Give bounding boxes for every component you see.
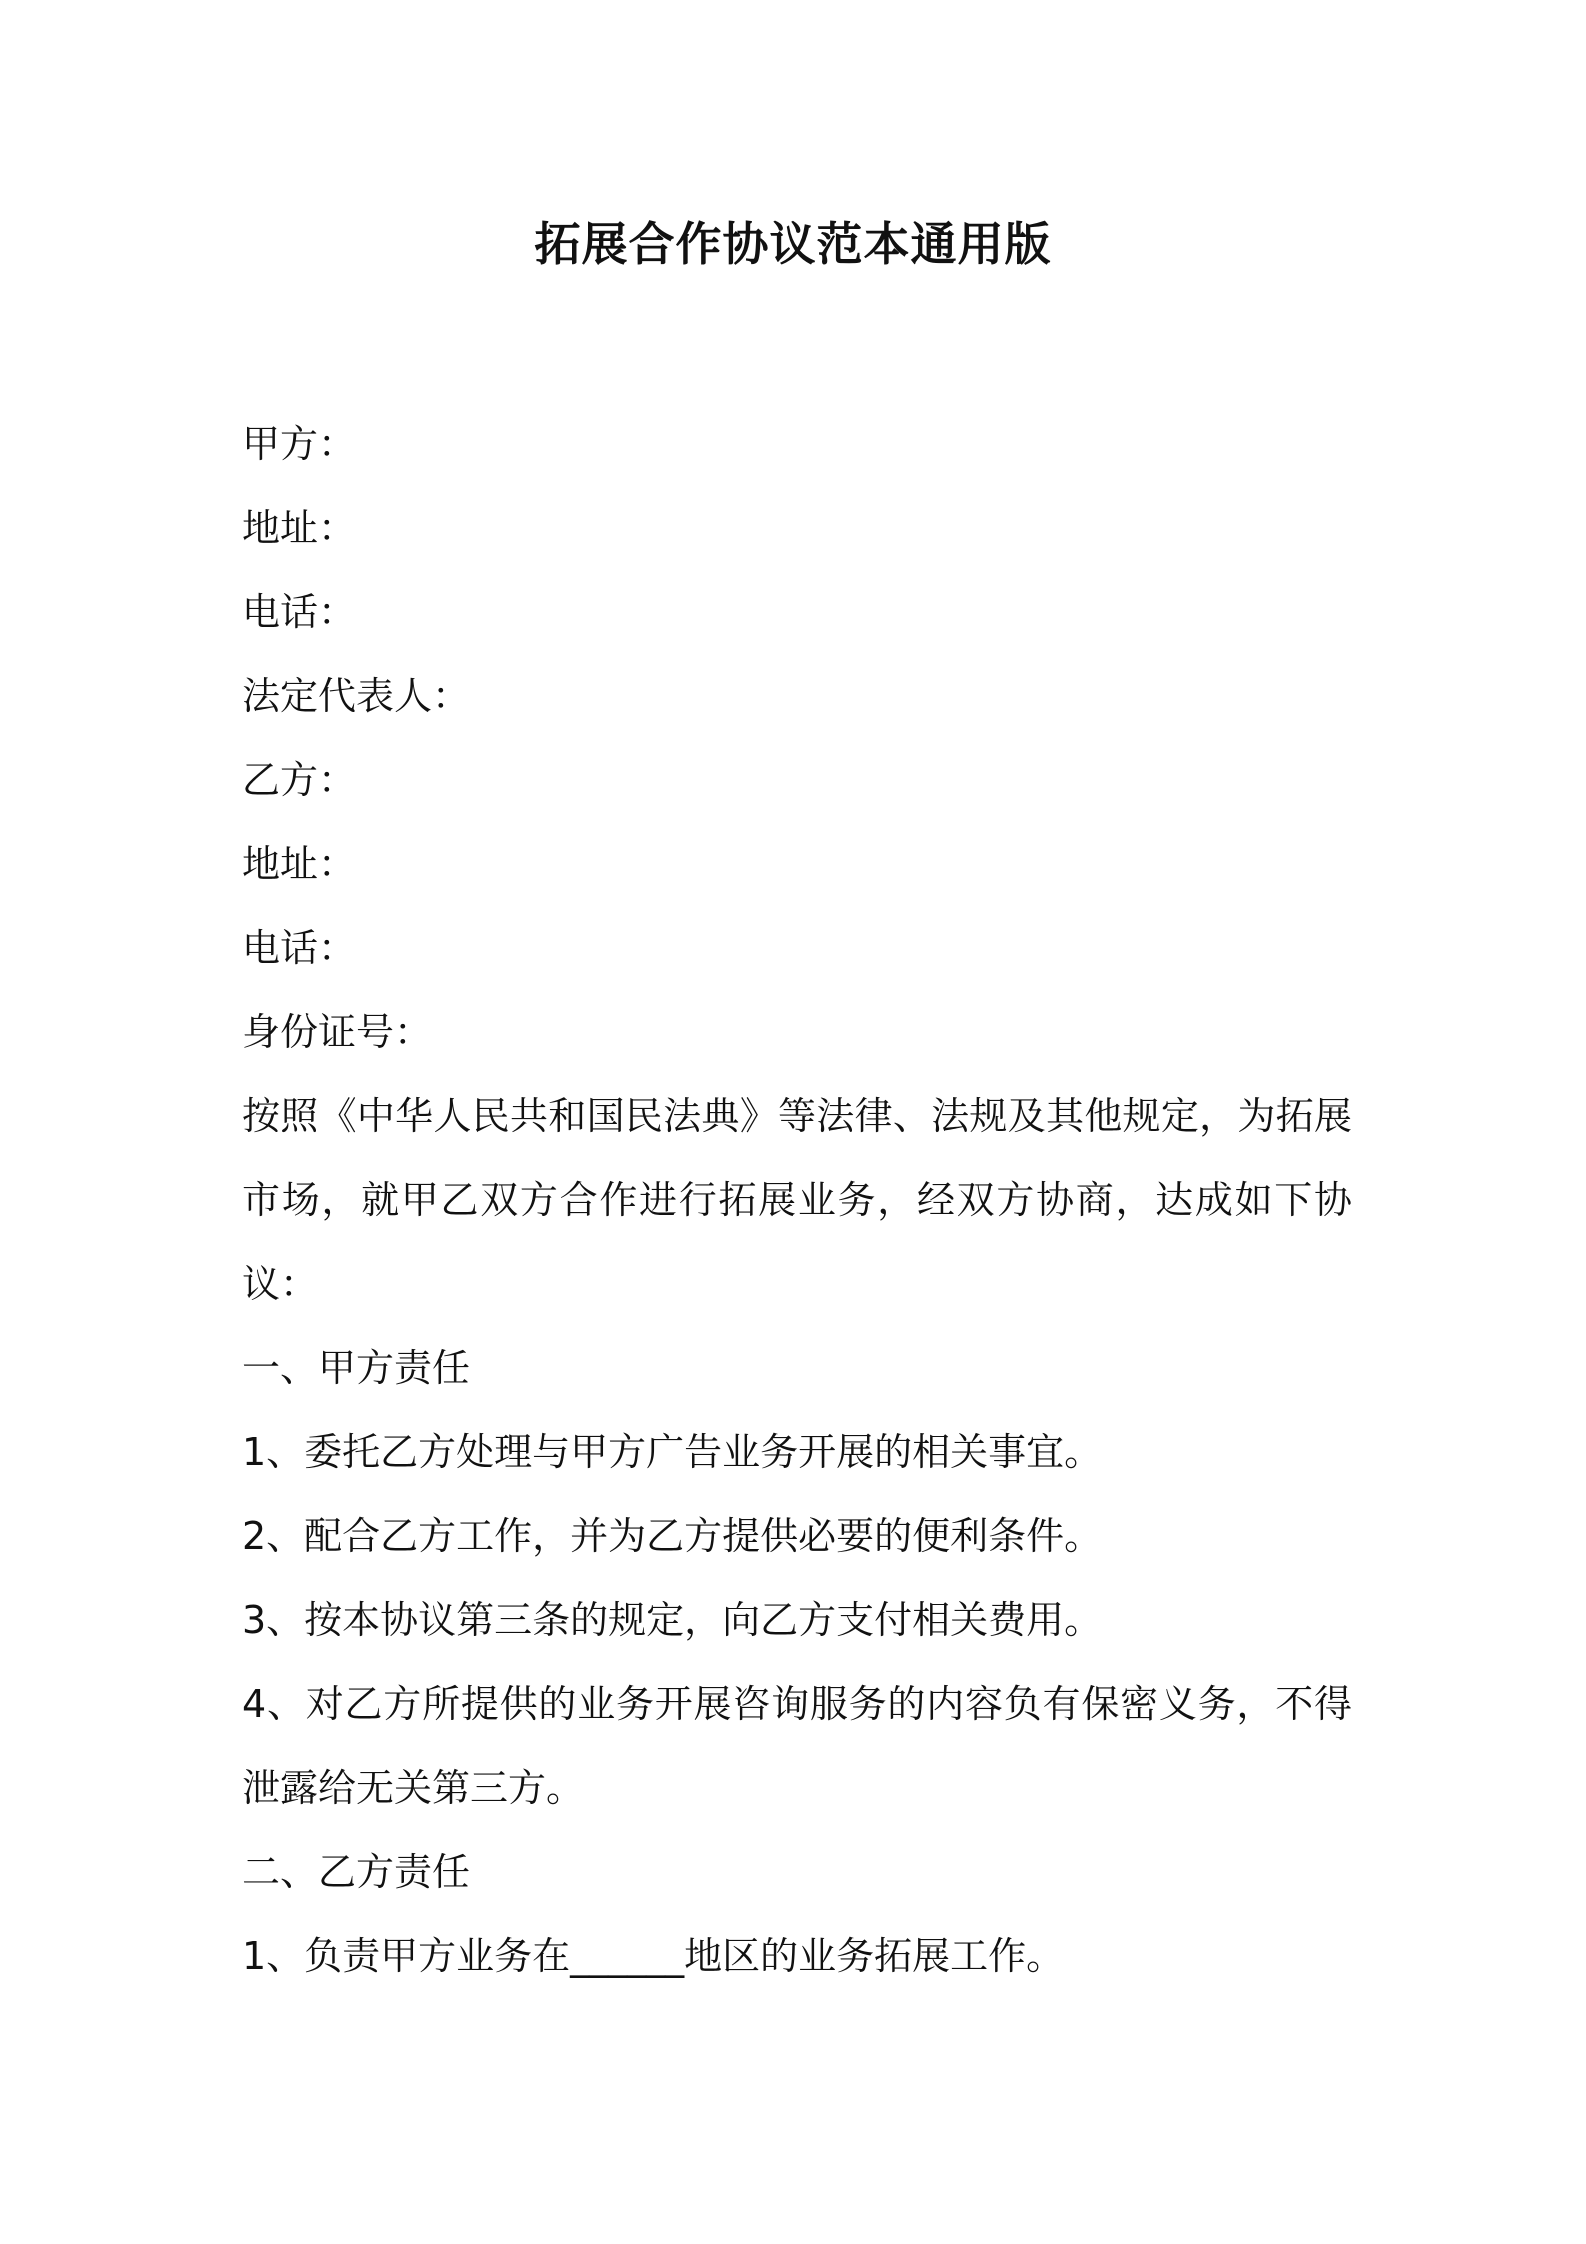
party-a-phone-label: 电话： (242, 590, 357, 634)
document-title: 拓展合作协议范本通用版 (534, 217, 1052, 271)
party-b-address-label: 地址： (242, 842, 357, 886)
preamble-paragraph: 按照《中华人民共和国民法典》等法律、法规及其他规定，为拓展市场，就甲乙双方合作进行拓展业务，经双方协商，达成如下协议： (242, 1094, 1352, 1306)
document-body (242, 402, 1352, 1998)
party-a-legal-rep-label: 法定代表人： (242, 674, 471, 718)
party-a-name-label: 甲方： (242, 422, 357, 466)
section1-item: 4、对乙方所提供的业务开展咨询服务的内容负有保密义务，不得泄露给无关第三方。 (242, 1682, 1352, 1810)
party-b-phone-label: 电话： (242, 926, 357, 970)
section1-item: 1、委托乙方处理与甲方广告业务开展的相关事宜。 (242, 1430, 1103, 1474)
section1-item: 2、配合乙方工作，并为乙方提供必要的便利条件。 (242, 1514, 1103, 1558)
party-a-address-label: 地址： (242, 506, 357, 550)
section1-heading: 一、甲方责任 (242, 1346, 471, 1390)
section2-heading: 二、乙方责任 (242, 1850, 471, 1894)
section1-item: 3、按本协议第三条的规定，向乙方支付相关费用。 (242, 1598, 1103, 1642)
party-b-name-label: 乙方： (242, 758, 357, 802)
section2-item: 1、负责甲方业务在______地区的业务拓展工作。 (242, 1934, 1065, 1978)
party-b-id-label: 身份证号： (242, 1010, 433, 1054)
